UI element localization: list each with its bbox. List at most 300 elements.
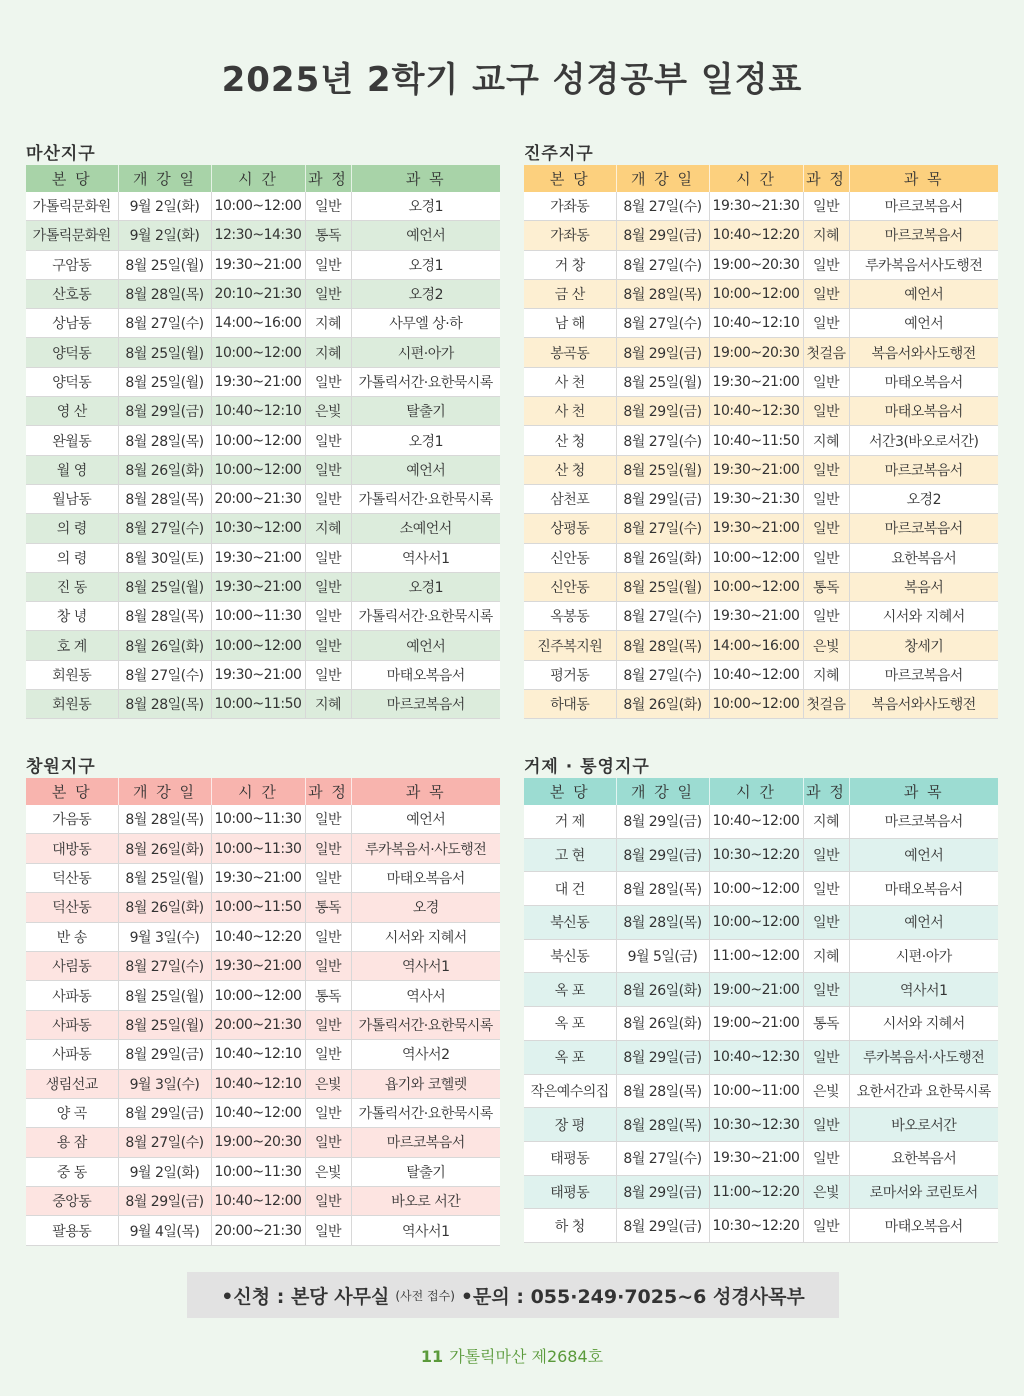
time-cell: 19:30~21:30 [709, 192, 803, 221]
time-cell: 10:00~12:00 [211, 192, 305, 221]
column-header: 개 강 일 [616, 778, 709, 805]
course-cell: 일반 [803, 1209, 849, 1243]
parish-cell: 창 녕 [26, 602, 118, 631]
course-cell: 일반 [803, 1141, 849, 1175]
start-date-cell: 8월 26일(화) [118, 834, 211, 863]
column-header: 과 정 [305, 165, 351, 192]
parish-cell: 남 해 [524, 309, 616, 338]
table-row [524, 338, 998, 367]
start-date-cell: 8월 28일(목) [616, 1108, 709, 1142]
course-cell: 일반 [305, 572, 351, 601]
subject-cell: 오경 [351, 893, 500, 922]
course-cell: 일반 [803, 514, 849, 543]
time-cell: 10:00~12:00 [211, 338, 305, 367]
start-date-cell: 9월 3일(수) [118, 922, 211, 951]
geoje-section [524, 756, 998, 1243]
start-date-cell: 8월 25일(월) [118, 1010, 211, 1039]
course-cell: 일반 [803, 250, 849, 279]
parish-cell: 생림선교 [26, 1069, 118, 1098]
subject-cell: 예언서 [351, 631, 500, 660]
subject-cell: 바오로 서간 [351, 1187, 500, 1216]
table-row [524, 1074, 998, 1108]
parish-cell: 사 천 [524, 397, 616, 426]
geoje-title: 거제 · 통영지구 [524, 757, 650, 777]
subject-cell: 마르코복음서 [849, 660, 998, 689]
table-row [524, 973, 998, 1007]
start-date-cell: 8월 29일(금) [616, 1040, 709, 1074]
subject-cell: 요한복음서 [849, 1141, 998, 1175]
table-row [524, 1175, 998, 1209]
table-row [26, 221, 500, 250]
course-cell: 일반 [305, 484, 351, 513]
subject-cell: 역사서1 [351, 951, 500, 980]
subject-cell: 역사서 [351, 981, 500, 1010]
start-date-cell: 8월 27일(수) [616, 192, 709, 221]
subject-cell: 탈출기 [351, 397, 500, 426]
parish-cell: 회원동 [26, 660, 118, 689]
parish-cell: 진주복지원 [524, 631, 616, 660]
start-date-cell: 8월 27일(수) [616, 250, 709, 279]
table-row [524, 1040, 998, 1074]
time-cell: 10:00~11:30 [211, 1157, 305, 1186]
time-cell: 10:40~12:10 [211, 397, 305, 426]
start-date-cell: 8월 27일(수) [616, 426, 709, 455]
course-cell: 은빛 [305, 1069, 351, 1098]
subject-cell: 마태오복음서 [351, 863, 500, 892]
time-cell: 19:30~21:00 [211, 863, 305, 892]
start-date-cell: 8월 25일(월) [118, 863, 211, 892]
course-cell: 은빛 [803, 631, 849, 660]
time-cell: 19:30~21:00 [211, 660, 305, 689]
page-number: 11 [420, 1347, 444, 1366]
table-row [26, 1040, 500, 1069]
table-header-row [524, 165, 998, 192]
subject-cell: 창세기 [849, 631, 998, 660]
subject-cell: 가톨릭서간·요한묵시록 [351, 1098, 500, 1127]
table-row [26, 863, 500, 892]
parish-cell: 사 천 [524, 367, 616, 396]
masan-title: 마산지구 [26, 144, 96, 164]
start-date-cell: 8월 27일(수) [118, 309, 211, 338]
subject-cell: 마태오복음서 [351, 660, 500, 689]
subject-cell: 오경2 [351, 279, 500, 308]
table-row [26, 922, 500, 951]
start-date-cell: 8월 28일(목) [616, 906, 709, 940]
column-header: 개 강 일 [118, 165, 211, 192]
time-cell: 10:40~12:00 [709, 805, 803, 838]
subject-cell: 마태오복음서 [849, 872, 998, 906]
time-cell: 19:30~21:00 [709, 455, 803, 484]
start-date-cell: 8월 27일(수) [616, 602, 709, 631]
time-cell: 20:00~21:30 [211, 1216, 305, 1245]
parish-cell: 완월동 [26, 426, 118, 455]
subject-cell: 가톨릭서간·요한묵시록 [351, 367, 500, 396]
time-cell: 10:00~12:00 [709, 906, 803, 940]
column-header: 과 정 [803, 165, 849, 192]
parish-cell: 구암동 [26, 250, 118, 279]
subject-cell: 바오로서간 [849, 1108, 998, 1142]
subject-cell: 오경1 [351, 572, 500, 601]
jinju-section [524, 143, 998, 719]
time-cell: 10:00~12:00 [709, 572, 803, 601]
time-cell: 10:00~11:30 [211, 602, 305, 631]
time-cell: 10:40~12:30 [709, 397, 803, 426]
table-row [26, 1128, 500, 1157]
parish-cell: 중 동 [26, 1157, 118, 1186]
parish-cell: 양덕동 [26, 338, 118, 367]
start-date-cell: 8월 28일(목) [118, 426, 211, 455]
time-cell: 19:30~21:30 [709, 484, 803, 513]
table-row [26, 338, 500, 367]
subject-cell: 마태오복음서 [849, 367, 998, 396]
masan-table [26, 165, 500, 719]
parish-cell: 호 계 [26, 631, 118, 660]
apply-info: •신청 : 본당 사무실 [221, 1285, 390, 1308]
course-cell: 일반 [803, 602, 849, 631]
table-row [26, 1216, 500, 1245]
time-cell: 19:30~21:00 [709, 367, 803, 396]
column-header: 본 당 [26, 778, 118, 805]
course-cell: 지혜 [305, 309, 351, 338]
subject-cell: 복음서와사도행전 [849, 690, 998, 719]
time-cell: 10:00~12:00 [211, 426, 305, 455]
table-row [524, 602, 998, 631]
parish-cell: 평거동 [524, 660, 616, 689]
time-cell: 10:40~12:00 [211, 1187, 305, 1216]
subject-cell: 시서와 지혜서 [849, 1007, 998, 1041]
column-header: 본 당 [524, 778, 616, 805]
start-date-cell: 8월 25일(월) [118, 367, 211, 396]
table-row [524, 484, 998, 513]
subject-cell: 오경1 [351, 192, 500, 221]
course-cell: 은빛 [305, 397, 351, 426]
table-row [26, 1010, 500, 1039]
subject-cell: 루카복음서·사도행전 [849, 1040, 998, 1074]
subject-cell: 역사서1 [351, 543, 500, 572]
table-header-row [524, 778, 998, 805]
time-cell: 10:40~11:50 [709, 426, 803, 455]
table-row [26, 426, 500, 455]
time-cell: 19:30~21:00 [211, 367, 305, 396]
course-cell: 통독 [803, 572, 849, 601]
parish-cell: 신안동 [524, 543, 616, 572]
time-cell: 10:40~12:20 [211, 922, 305, 951]
subject-cell: 마르코복음서 [849, 455, 998, 484]
subject-cell: 사무엘 상·하 [351, 309, 500, 338]
time-cell: 19:30~21:00 [709, 514, 803, 543]
time-cell: 10:40~12:00 [709, 660, 803, 689]
parish-cell: 태평동 [524, 1141, 616, 1175]
subject-cell: 복음서 [849, 572, 998, 601]
subject-cell: 마르코복음서 [351, 1128, 500, 1157]
column-header: 개 강 일 [118, 778, 211, 805]
start-date-cell: 8월 30일(토) [118, 543, 211, 572]
subject-cell: 오경1 [351, 426, 500, 455]
time-cell: 20:00~21:30 [211, 484, 305, 513]
time-cell: 10:00~12:00 [211, 455, 305, 484]
page-footer [0, 1344, 1024, 1367]
course-cell: 일반 [803, 1040, 849, 1074]
start-date-cell: 8월 28일(목) [118, 602, 211, 631]
parish-cell: 용 잠 [26, 1128, 118, 1157]
subject-cell: 예언서 [351, 221, 500, 250]
parish-cell: 옥 포 [524, 1040, 616, 1074]
parish-cell: 영 산 [26, 397, 118, 426]
course-cell: 일반 [803, 973, 849, 1007]
parish-cell: 가좌동 [524, 192, 616, 221]
table-row [524, 1108, 998, 1142]
changwon-table [26, 778, 500, 1246]
time-cell: 19:30~21:00 [709, 1141, 803, 1175]
parish-cell: 대방동 [26, 834, 118, 863]
parish-cell: 삼천포 [524, 484, 616, 513]
table-row [524, 906, 998, 940]
start-date-cell: 8월 25일(월) [118, 250, 211, 279]
course-cell: 일반 [803, 279, 849, 308]
subject-cell: 역사서1 [849, 973, 998, 1007]
start-date-cell: 9월 3일(수) [118, 1069, 211, 1098]
column-header: 본 당 [524, 165, 616, 192]
course-cell: 일반 [305, 367, 351, 396]
contact-info: •문의 : 055·249·7025~6 성경사목부 [460, 1285, 805, 1308]
table-row [524, 514, 998, 543]
course-cell: 지혜 [803, 939, 849, 973]
table-row [26, 572, 500, 601]
page-title: 2025년 2학기 교구 성경공부 일정표 [221, 60, 803, 100]
time-cell: 10:00~11:00 [709, 1074, 803, 1108]
subject-cell: 오경1 [351, 250, 500, 279]
table-row [26, 602, 500, 631]
course-cell: 일반 [803, 455, 849, 484]
start-date-cell: 8월 29일(금) [616, 484, 709, 513]
column-header: 시 간 [709, 778, 803, 805]
start-date-cell: 8월 27일(수) [616, 514, 709, 543]
parish-cell: 상평동 [524, 514, 616, 543]
course-cell: 일반 [305, 951, 351, 980]
start-date-cell: 8월 29일(금) [616, 1209, 709, 1243]
table-row [26, 1098, 500, 1127]
time-cell: 10:30~12:30 [709, 1108, 803, 1142]
parish-cell: 고 현 [524, 838, 616, 872]
time-cell: 10:00~12:00 [211, 631, 305, 660]
time-cell: 19:00~21:00 [709, 973, 803, 1007]
start-date-cell: 8월 29일(금) [616, 805, 709, 838]
table-row [524, 192, 998, 221]
publication-name: 가톨릭마산 제2684호 [449, 1347, 604, 1366]
time-cell: 10:00~12:00 [709, 279, 803, 308]
start-date-cell: 8월 27일(수) [616, 660, 709, 689]
course-cell: 첫걸음 [803, 338, 849, 367]
subject-cell: 시서와 지혜서 [849, 602, 998, 631]
parish-cell: 월남동 [26, 484, 118, 513]
time-cell: 19:30~21:00 [211, 951, 305, 980]
subject-cell: 욥기와 코헬렛 [351, 1069, 500, 1098]
time-cell: 12:30~14:30 [211, 221, 305, 250]
subject-cell: 예언서 [351, 805, 500, 834]
parish-cell: 봉곡동 [524, 338, 616, 367]
course-cell: 지혜 [305, 338, 351, 367]
time-cell: 10:40~12:10 [211, 1069, 305, 1098]
parish-cell: 산 청 [524, 426, 616, 455]
time-cell: 10:00~12:00 [709, 543, 803, 572]
geoje-table [524, 778, 998, 1243]
subject-cell: 마르코복음서 [351, 690, 500, 719]
subject-cell: 로마서와 코린토서 [849, 1175, 998, 1209]
time-cell: 20:10~21:30 [211, 279, 305, 308]
table-row [26, 1069, 500, 1098]
time-cell: 10:30~12:20 [709, 1209, 803, 1243]
course-cell: 통독 [305, 893, 351, 922]
course-cell: 일반 [305, 250, 351, 279]
start-date-cell: 8월 26일(화) [616, 973, 709, 1007]
parish-cell: 옥봉동 [524, 602, 616, 631]
course-cell: 은빛 [305, 1157, 351, 1186]
course-cell: 일반 [305, 1128, 351, 1157]
start-date-cell: 8월 26일(화) [118, 893, 211, 922]
course-cell: 일반 [305, 834, 351, 863]
subject-cell: 가톨릭서간·요한묵시록 [351, 602, 500, 631]
parish-cell: 신안동 [524, 572, 616, 601]
table-row [26, 455, 500, 484]
subject-cell: 역사서1 [351, 1216, 500, 1245]
course-cell: 일반 [305, 602, 351, 631]
time-cell: 10:40~12:20 [709, 221, 803, 250]
start-date-cell: 8월 28일(목) [616, 872, 709, 906]
time-cell: 10:00~11:30 [211, 805, 305, 834]
column-header: 시 간 [211, 778, 305, 805]
course-cell: 일반 [803, 484, 849, 513]
table-row [26, 397, 500, 426]
parish-cell: 작은예수의집 [524, 1074, 616, 1108]
table-row [26, 981, 500, 1010]
subject-cell: 소예언서 [351, 514, 500, 543]
start-date-cell: 8월 27일(수) [616, 309, 709, 338]
table-row [26, 514, 500, 543]
table-row [524, 1007, 998, 1041]
table-row [524, 397, 998, 426]
subject-cell: 루카복음서·사도행전 [351, 834, 500, 863]
course-cell: 지혜 [305, 514, 351, 543]
table-row [524, 939, 998, 973]
subject-cell: 마태오복음서 [849, 397, 998, 426]
time-cell: 19:30~21:00 [709, 602, 803, 631]
subject-cell: 마태오복음서 [849, 1209, 998, 1243]
subject-cell: 마르코복음서 [849, 221, 998, 250]
course-cell: 일반 [305, 426, 351, 455]
table-row [26, 893, 500, 922]
masan-section [26, 143, 500, 719]
parish-cell: 가음동 [26, 805, 118, 834]
course-cell: 통독 [305, 981, 351, 1010]
start-date-cell: 8월 26일(화) [616, 690, 709, 719]
course-cell: 통독 [305, 221, 351, 250]
start-date-cell: 9월 2일(화) [118, 1157, 211, 1186]
course-cell: 일반 [305, 1040, 351, 1069]
table-row [26, 543, 500, 572]
subject-cell: 시편·아가 [351, 338, 500, 367]
start-date-cell: 8월 25일(월) [616, 455, 709, 484]
subject-cell: 요한복음서 [849, 543, 998, 572]
parish-cell: 양덕동 [26, 367, 118, 396]
parish-cell: 반 송 [26, 922, 118, 951]
parish-cell: 사림동 [26, 951, 118, 980]
time-cell: 19:30~21:00 [211, 572, 305, 601]
parish-cell: 의 령 [26, 543, 118, 572]
parish-cell: 태평동 [524, 1175, 616, 1209]
time-cell: 20:00~21:30 [211, 1010, 305, 1039]
subject-cell: 가톨릭서간·요한묵시록 [351, 1010, 500, 1039]
subject-cell: 마르코복음서 [849, 514, 998, 543]
parish-cell: 산호동 [26, 279, 118, 308]
table-row [524, 367, 998, 396]
time-cell: 11:00~12:00 [709, 939, 803, 973]
apply-note: (사전 접수) [395, 1288, 455, 1303]
changwon-title: 창원지구 [26, 757, 96, 777]
table-row [524, 279, 998, 308]
course-cell: 일반 [803, 367, 849, 396]
start-date-cell: 8월 29일(금) [616, 338, 709, 367]
parish-cell: 옥 포 [524, 973, 616, 1007]
parish-cell: 가톨릭문화원 [26, 192, 118, 221]
table-row [26, 279, 500, 308]
course-cell: 일반 [803, 543, 849, 572]
subject-cell: 루카복음서사도행전 [849, 250, 998, 279]
table-row [524, 1209, 998, 1243]
course-cell: 일반 [305, 1216, 351, 1245]
parish-cell: 사파동 [26, 1010, 118, 1039]
table-row [524, 572, 998, 601]
time-cell: 10:30~12:00 [211, 514, 305, 543]
table-row [524, 1141, 998, 1175]
table-row [524, 455, 998, 484]
time-cell: 19:00~20:30 [211, 1128, 305, 1157]
subject-cell: 예언서 [849, 279, 998, 308]
start-date-cell: 8월 29일(금) [118, 1098, 211, 1127]
column-header: 개 강 일 [616, 165, 709, 192]
table-row [26, 660, 500, 689]
time-cell: 14:00~16:00 [211, 309, 305, 338]
start-date-cell: 8월 27일(수) [616, 1141, 709, 1175]
time-cell: 11:00~12:20 [709, 1175, 803, 1209]
table-row [26, 631, 500, 660]
table-row [524, 631, 998, 660]
start-date-cell: 8월 27일(수) [118, 1128, 211, 1157]
table-row [26, 1187, 500, 1216]
course-cell: 일반 [803, 192, 849, 221]
time-cell: 19:30~21:00 [211, 250, 305, 279]
table-row [524, 660, 998, 689]
time-cell: 10:00~12:00 [709, 690, 803, 719]
start-date-cell: 8월 27일(수) [118, 514, 211, 543]
table-row [26, 309, 500, 338]
subject-cell: 예언서 [849, 906, 998, 940]
time-cell: 19:00~21:00 [709, 1007, 803, 1041]
start-date-cell: 8월 28일(목) [616, 1074, 709, 1108]
parish-cell: 월 영 [26, 455, 118, 484]
start-date-cell: 8월 25일(월) [616, 572, 709, 601]
course-cell: 일반 [803, 872, 849, 906]
time-cell: 10:00~11:50 [211, 690, 305, 719]
parish-cell: 하대동 [524, 690, 616, 719]
course-cell: 통독 [803, 1007, 849, 1041]
parish-cell: 덕산동 [26, 893, 118, 922]
subject-cell: 가톨릭서간·요한묵시록 [351, 484, 500, 513]
subject-cell: 오경2 [849, 484, 998, 513]
parish-cell: 의 령 [26, 514, 118, 543]
parish-cell: 옥 포 [524, 1007, 616, 1041]
start-date-cell: 9월 5일(금) [616, 939, 709, 973]
parish-cell: 덕산동 [26, 863, 118, 892]
